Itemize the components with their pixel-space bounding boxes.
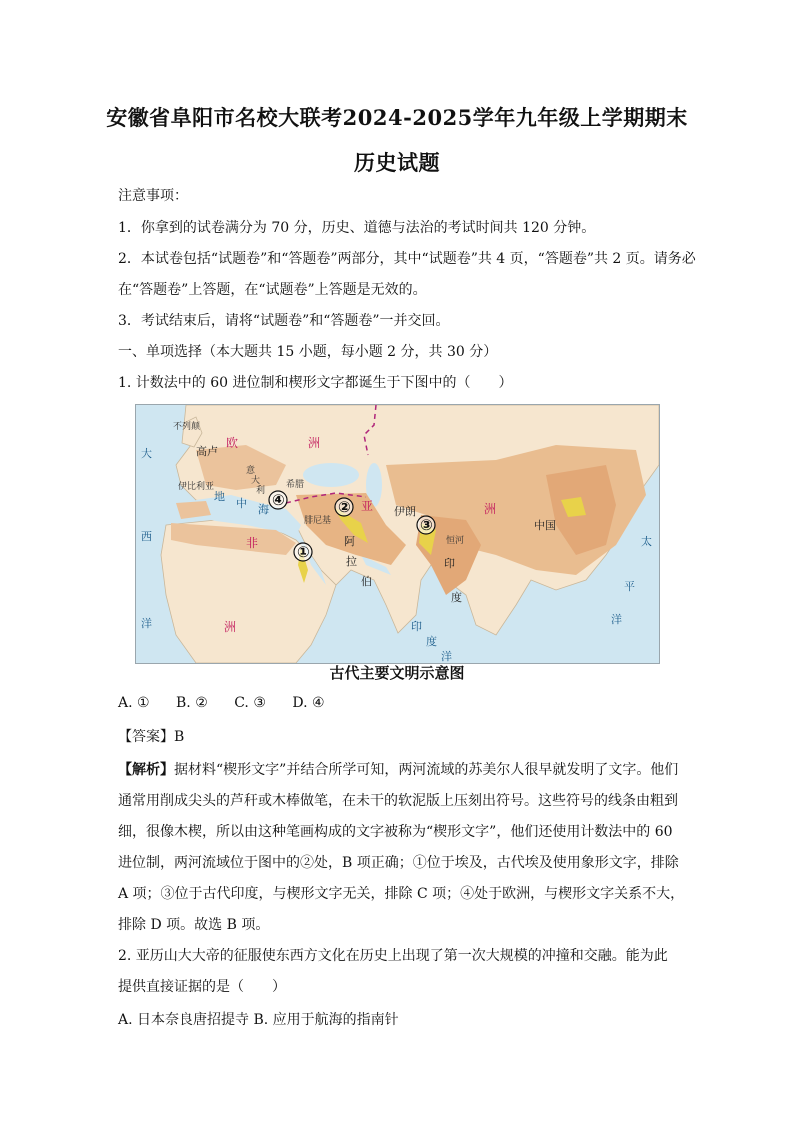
analysis-line-2: 通常用削成尖头的芦秆或木棒做笔，在未干的软泥版上压刻出符号。这些符号的线条由粗到 — [118, 793, 678, 809]
map-label-pacific-3: 洋 — [611, 613, 622, 626]
answer: 【答案】B — [118, 729, 185, 745]
map-label-europe-ou: 欧 — [226, 436, 239, 450]
map-label-pacific-2: 平 — [624, 580, 635, 593]
map-label-iberia: 伊比利亚 — [178, 482, 215, 492]
map-label-asia-zhou: 洲 — [484, 502, 497, 516]
marker-3-label: ③ — [420, 516, 433, 534]
analysis-label: 【解析】 — [118, 762, 174, 778]
marker-4-label: ④ — [272, 491, 285, 509]
map-label-india-2: 度 — [451, 591, 462, 604]
map-label-arabia-2: 拉 — [346, 555, 357, 568]
map-caption: 古代主要文明示意图 — [329, 664, 465, 682]
analysis-line-5: A 项；③位于古代印度，与楔形文字无关，排除 C 项；④处于欧洲，与楔形文字关系不大， — [118, 886, 685, 902]
map-label-sea-zhong: 中 — [236, 497, 247, 510]
option-b: B. ② — [176, 695, 208, 711]
map-label-indian-ocean-3: 洋 — [441, 650, 452, 663]
map-label-asia-ya: 亚 — [361, 499, 374, 513]
document-subtitle: 历史试题 — [354, 150, 440, 175]
analysis-line-6: 排除 D 项。故选 B 项。 — [118, 917, 270, 933]
map-label-pacific-1: 太 — [641, 535, 652, 548]
map-label-europe-zhou: 洲 — [308, 436, 321, 450]
map-label-italy-2: 大 — [251, 476, 261, 486]
marker-2-label: ② — [338, 498, 351, 516]
map-label-atlantic-3: 洋 — [141, 617, 152, 630]
map-label-ganges: 恒河 — [446, 536, 465, 546]
question-2-options: A. 日本奈良唐招提寺 B. 应用于航海的指南针 — [118, 1012, 399, 1028]
map-label-india-1: 印 — [444, 557, 455, 570]
question-2-stem-line-1: 2. 亚历山大大帝的征服使东西方文化在历史上出现了第一次大规模的冲撞和交融。能为此 — [118, 948, 668, 964]
marker-1-label: ① — [297, 543, 310, 561]
map-label-sea-hai: 海 — [258, 503, 269, 516]
notes-heading: 注意事项： — [118, 188, 188, 204]
section-heading: 一、单项选择（本大题共 15 小题，每小题 2 分，共 30 分） — [118, 344, 498, 360]
map-label-china: 中国 — [534, 519, 556, 532]
map-label-gaul: 高卢 — [196, 445, 218, 458]
question-1-options — [118, 695, 347, 711]
black-sea — [303, 463, 359, 487]
analysis-text-1: 据材料“楔形文字”并结合所学可知，两河流域的苏美尔人很早就发明了文字。他们 — [174, 762, 679, 778]
question-2-stem-line-2: 提供直接证据的是（ ） — [118, 979, 286, 995]
map-label-arabia-1: 阿 — [344, 535, 355, 548]
option-c: C. ③ — [234, 695, 266, 711]
ancient-civilizations-map — [135, 404, 660, 664]
map-label-arabia-3: 伯 — [361, 575, 372, 588]
note-2-line-2: 在“答题卷”上答题，在“试题卷”上答题是无效的。 — [118, 282, 427, 298]
map-label-britain: 不列颠 — [173, 422, 201, 432]
map-label-italy-3: 利 — [256, 486, 266, 496]
document-title: 安徽省阜阳市名校大联考2024-2025学年九年级上学期期末 — [106, 105, 688, 130]
option-d: D. ④ — [292, 695, 325, 711]
map-label-africa-fei: 非 — [246, 536, 259, 550]
map-label-iran-1: 伊朗 — [394, 505, 416, 518]
map-label-greece: 希腊 — [286, 480, 305, 490]
map-label-phoenicia: 腓尼基 — [304, 516, 332, 526]
map-label-italy-1: 意 — [246, 466, 256, 476]
note-3: 3．考试结束后，请将“试题卷”和“答题卷”一并交回。 — [118, 313, 450, 329]
analysis-line-1 — [118, 760, 678, 780]
map-label-atlantic-1: 大 — [141, 447, 152, 460]
map-label-africa-zhou: 洲 — [224, 620, 237, 634]
note-1: 1．你拿到的试卷满分为 70 分，历史、道德与法治的考试时间共 120 分钟。 — [118, 220, 596, 236]
option-a: A. ① — [118, 695, 150, 711]
map-label-indian-ocean-2: 度 — [426, 635, 437, 648]
map-label-indian-ocean-1: 印 — [411, 620, 422, 633]
map-label-sea-di: 地 — [214, 490, 225, 503]
analysis-line-4: 进位制，两河流域位于图中的②处，B 项正确；①位于埃及，古代埃及使用象形文字，排除 — [118, 855, 679, 871]
map-label-atlantic-2: 西 — [141, 530, 152, 543]
note-2-line-1: 2．本试卷包括“试题卷”和“答题卷”两部分，其中“试题卷”共 4 页，“答题卷”共 2 页。请务必 — [118, 251, 696, 267]
analysis-line-3: 细，很像木楔，所以由这种笔画构成的文字被称为“楔形文字”，他们还使用计数法中的 60 — [118, 824, 673, 840]
question-1-stem: 1. 计数法中的 60 进位制和楔形文字都诞生于下图中的（ ） — [118, 375, 513, 391]
